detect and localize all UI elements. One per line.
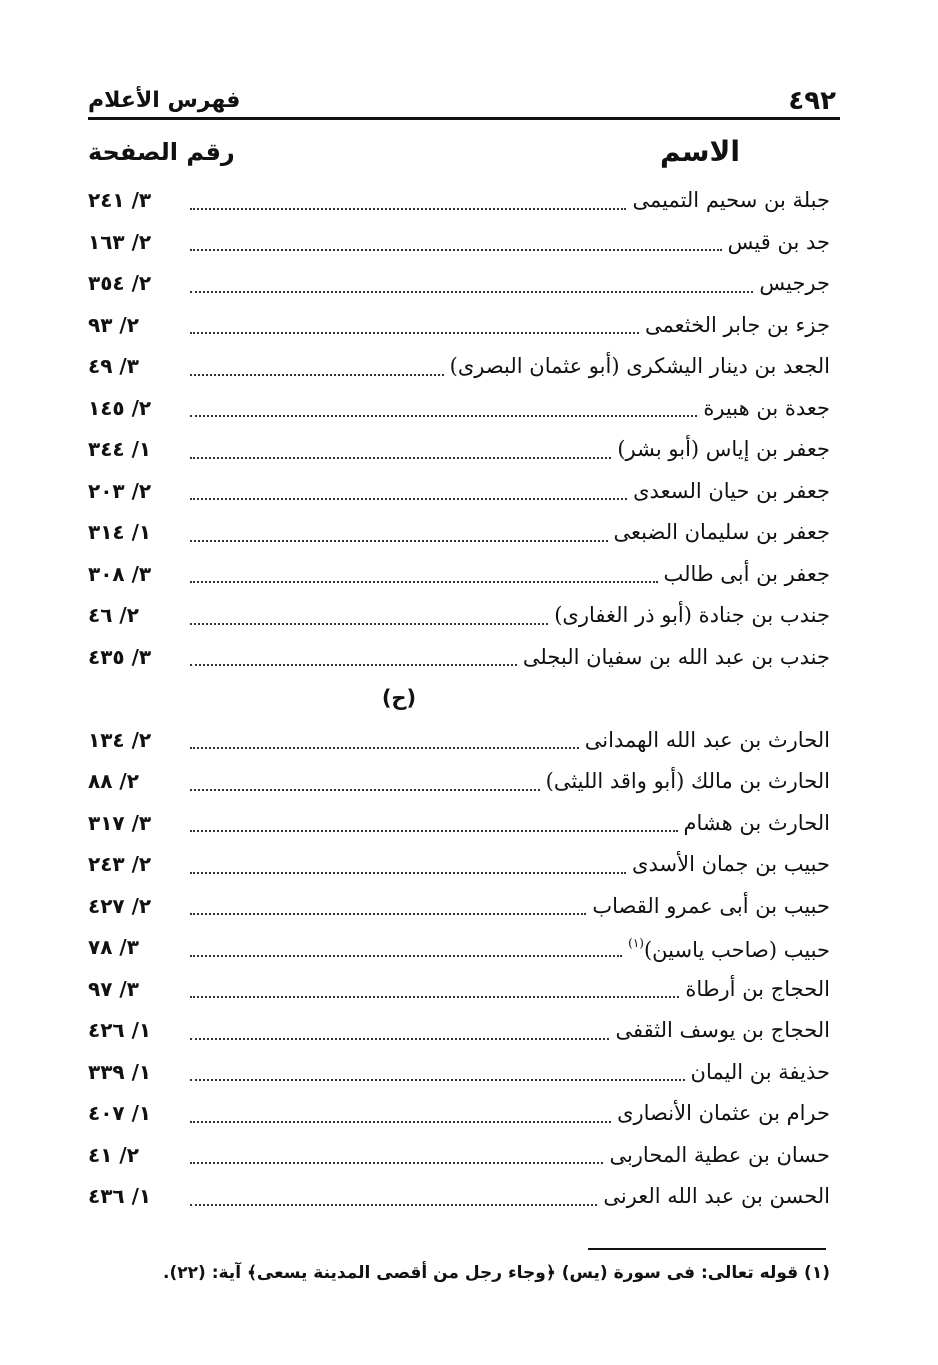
index-entry (88, 803, 830, 845)
running-header (88, 80, 840, 116)
entry-name: جرجيس (759, 271, 830, 296)
entry-name (622, 925, 830, 971)
entry-page-ref: ٢/ ١٣٤ (88, 727, 152, 752)
leader-dots (190, 372, 444, 376)
entry-page-ref: ٢/ ١٦٣ (88, 229, 152, 254)
entry-name: جندب بن جنادة (أبو ذر الغفارى) (554, 603, 830, 628)
entry-name: الحجاج بن أرطاة (685, 976, 830, 1001)
entry-page-ref: ٢/ ٢٠٣ (88, 478, 152, 503)
leader-dots (190, 247, 722, 251)
entry-name: حذيفة بن اليمان (690, 1059, 830, 1084)
entry-name: جعفر بن إياس (أبو بشر) (617, 437, 830, 462)
entry-name: جعفر بن أبى طالب (663, 561, 830, 586)
leader-dots (190, 1202, 597, 1206)
entry-name: الجعد بن دينار اليشكرى (أبو عثمان البصرى) (449, 354, 830, 379)
leader-dots (190, 1160, 603, 1164)
entry-page-ref: ١/ ٣٣٩ (88, 1059, 152, 1084)
entry-name: جعدة بن هبيرة (703, 395, 830, 420)
index-entry (88, 927, 830, 969)
page-number: ٤٩٢ (788, 86, 836, 116)
index-entry (88, 886, 830, 928)
entry-name: الحارث بن هشام (683, 810, 830, 835)
entry-page-ref: ٢/ ٤٦ (88, 603, 139, 628)
entry-name: جد بن قيس (727, 229, 830, 254)
entry-page-ref: ٢/ ٢٤٣ (88, 852, 152, 877)
leader-dots (190, 828, 678, 832)
entry-name: حبيب بن جمان الأسدى (632, 852, 830, 877)
entry-page-ref: ٣/ ٧٨ (88, 935, 139, 960)
index-entry (88, 637, 830, 679)
leader-dots (190, 994, 679, 998)
index-entry (88, 180, 830, 222)
entry-page-ref: ٣/ ٤٩ (88, 354, 139, 379)
leader-dots (190, 206, 626, 210)
leader-dots (190, 538, 608, 542)
entry-page-ref: ١/ ٣١٤ (88, 520, 152, 545)
entry-name: جعفر بن سليمان الضبعى (613, 520, 830, 545)
leader-dots (190, 911, 586, 915)
entry-page-ref: ٣/ ٤٣٥ (88, 644, 152, 669)
entry-page-ref: ٣/ ٢٤١ (88, 188, 152, 213)
entry-name: حسان بن عطية المحاربى (609, 1142, 830, 1167)
section-letter: (ح) (381, 686, 417, 711)
index-entries (88, 180, 830, 1218)
leader-dots (190, 579, 658, 583)
index-entry (88, 388, 830, 430)
entry-name: الحجاج بن يوسف الثقفى (615, 1018, 830, 1043)
leader-dots (190, 455, 611, 459)
index-entry (88, 761, 830, 803)
footnote-rule (588, 1248, 826, 1250)
page-column-heading: رقم الصفحة (88, 138, 235, 166)
footnote-mark: (١) (628, 935, 644, 950)
entry-page-ref: ٢/ ٣٥٤ (88, 271, 152, 296)
index-entry (88, 1052, 830, 1094)
entry-page-ref: ٢/ ٤٢٧ (88, 893, 152, 918)
index-entry (88, 969, 830, 1011)
leader-dots (190, 745, 579, 749)
entry-name: حرام بن عثمان الأنصارى (617, 1101, 830, 1126)
index-entry (88, 554, 830, 596)
leader-dots (190, 1119, 611, 1123)
index-entry (88, 1093, 830, 1135)
entry-page-ref: ٣/ ٩٧ (88, 976, 139, 1001)
entry-name-text: حبيب (صاحب ياسين) (643, 937, 830, 962)
leader-dots (190, 870, 626, 874)
section-heading (88, 678, 830, 720)
entry-page-ref: ٣/ ٣٠٨ (88, 561, 152, 586)
leader-dots (190, 662, 517, 666)
entry-page-ref: ٢/ ٩٣ (88, 312, 139, 337)
entry-page-ref: ٢/ ١٤٥ (88, 395, 152, 420)
index-entry (88, 346, 830, 388)
leader-dots (190, 289, 753, 293)
leader-dots (190, 1036, 609, 1040)
leader-dots (190, 953, 622, 957)
footnote: (١) قوله تعالى: فى سورة (يس) ﴿وجاء رجل من أقصى المدينة يسعى﴾ آية: (٢٢). (163, 1263, 830, 1283)
leader-dots (190, 330, 639, 334)
name-column-heading: الاسم (660, 135, 740, 168)
entry-page-ref: ١/ ٣٤٤ (88, 437, 152, 462)
entry-page-ref: ٢/ ٨٨ (88, 769, 139, 794)
column-headings (88, 132, 840, 172)
running-title: فهرس الأعلام (88, 88, 241, 113)
index-entry (88, 222, 830, 264)
entry-page-ref: ٢/ ٤١ (88, 1142, 139, 1167)
index-entry (88, 1176, 830, 1218)
header-rule (88, 117, 840, 120)
index-entry (88, 1010, 830, 1052)
entry-page-ref: ٣/ ٣١٧ (88, 810, 152, 835)
index-entry (88, 305, 830, 347)
entry-name: جعفر بن حيان السعدى (633, 478, 830, 503)
entry-name: جبلة بن سحيم التميمى (632, 188, 830, 213)
entry-name: الحارث بن مالك (أبو واقد الليثى) (545, 769, 830, 794)
leader-dots (190, 621, 548, 625)
entry-page-ref: ١/ ٤٠٧ (88, 1101, 152, 1126)
leader-dots (190, 496, 627, 500)
index-entry (88, 471, 830, 513)
index-entry (88, 263, 830, 305)
entry-name: الحارث بن عبد الله الهمدانى (584, 727, 830, 752)
index-entry (88, 844, 830, 886)
index-entry (88, 512, 830, 554)
entry-name: حبيب بن أبى عمرو القصاب (592, 893, 830, 918)
entry-name: جندب بن عبد الله بن سفيان البجلى (522, 644, 830, 669)
entry-page-ref: ١/ ٤٢٦ (88, 1018, 152, 1043)
entry-name: جزء بن جابر الخثعمى (644, 312, 830, 337)
index-entry (88, 1135, 830, 1177)
entry-page-ref: ١/ ٤٣٦ (88, 1184, 152, 1209)
index-entry (88, 429, 830, 471)
entry-name: الحسن بن عبد الله العرنى (603, 1184, 830, 1209)
leader-dots (190, 413, 697, 417)
index-entry (88, 595, 830, 637)
leader-dots (190, 1077, 685, 1081)
leader-dots (190, 787, 540, 791)
index-entry (88, 720, 830, 762)
